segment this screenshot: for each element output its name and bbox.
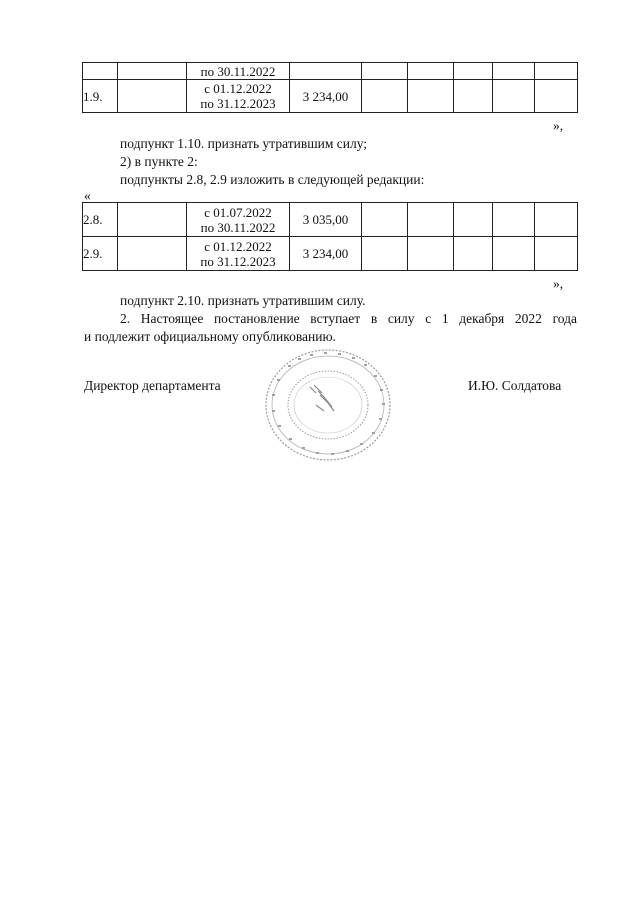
- table-cell: [408, 63, 454, 80]
- row-number: 2.9.: [83, 237, 118, 271]
- row-number: 1.9.: [83, 80, 118, 113]
- table-cell: [118, 203, 187, 237]
- price-cell: 3 234,00: [290, 80, 362, 113]
- official-seal-icon: [258, 345, 398, 465]
- table-row: [83, 203, 578, 237]
- table-1: [82, 62, 578, 113]
- table-2: [82, 202, 578, 271]
- table-cell: [493, 63, 535, 80]
- table-cell: [454, 203, 493, 237]
- table-cell: [493, 203, 535, 237]
- paragraph: 2. Настоящее постановление вступает в силу с 1 декабря 2022 года: [120, 311, 577, 326]
- table-cell: [118, 80, 187, 113]
- row-number: [83, 63, 118, 80]
- opening-quote: «: [84, 188, 91, 203]
- table-cell: [454, 80, 493, 113]
- table-cell: [454, 63, 493, 80]
- table-cell: [535, 63, 578, 80]
- table-cell: [362, 203, 408, 237]
- period-line: с 01.12.2022: [204, 238, 272, 254]
- signature-position: Директор департамента: [84, 378, 221, 393]
- table-cell: [362, 80, 408, 113]
- paragraph: подпункты 2.8, 2.9 изложить в следующей редакции:: [120, 172, 425, 187]
- table-cell: [118, 63, 187, 80]
- price-cell: 3 234,00: [290, 237, 362, 271]
- paragraph: подпункт 1.10. признать утратившим силу;: [120, 136, 368, 151]
- closing-quote: »,: [553, 118, 564, 133]
- period-cell: [187, 237, 290, 271]
- table-cell: [493, 80, 535, 113]
- table-cell: [454, 237, 493, 271]
- period-line: по 30.11.2022: [200, 219, 276, 235]
- table-row: [83, 237, 578, 271]
- table-cell: [535, 237, 578, 271]
- paragraph: подпункт 2.10. признать утратившим силу.: [120, 293, 366, 308]
- closing-quote: »,: [553, 276, 564, 291]
- price-cell: 3 035,00: [290, 203, 362, 237]
- table-cell: [408, 80, 454, 113]
- period-line: по 31.12.2023: [200, 253, 276, 269]
- table-cell: [493, 237, 535, 271]
- table-cell: [362, 237, 408, 271]
- period-cell: [187, 203, 290, 237]
- table-cell: [408, 203, 454, 237]
- period-cell: [187, 80, 290, 113]
- table-cell: [118, 237, 187, 271]
- row-number: 2.8.: [83, 203, 118, 237]
- period-cell: [187, 63, 290, 80]
- paragraph: и подлежит официальному опубликованию.: [84, 329, 336, 344]
- paragraph: 2) в пункте 2:: [120, 154, 198, 169]
- period-line: по 31.12.2023: [200, 96, 276, 111]
- period-line: по 30.11.2022: [200, 63, 276, 79]
- table-row: [83, 80, 578, 113]
- signature-name: И.Ю. Солдатова: [468, 378, 562, 393]
- period-line: с 01.12.2022: [204, 81, 272, 96]
- period-line: с 01.07.2022: [204, 204, 272, 220]
- table-cell: [362, 63, 408, 80]
- table-cell: [535, 203, 578, 237]
- table-cell: [535, 80, 578, 113]
- table-row: [83, 63, 578, 80]
- price-cell: [290, 63, 362, 80]
- table-cell: [408, 237, 454, 271]
